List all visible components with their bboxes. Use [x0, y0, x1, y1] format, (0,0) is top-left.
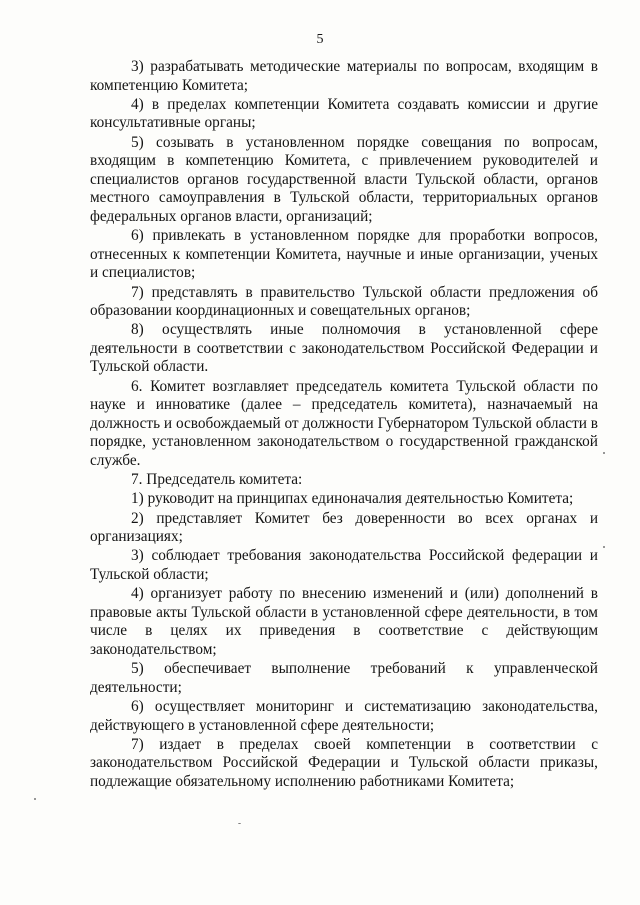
paragraph-item-7: 7) представлять в правительство Тульской области предложения об образовании координационных и совещательных органов;: [90, 283, 598, 320]
page-number: 5: [316, 32, 324, 47]
chair-duty-2: 2) представляет Комитет без доверенности во всех органах и организациях;: [90, 509, 598, 546]
chair-duty-7: 7) издает в пределах своей компетенции в соответствии с законодательством Российской Федерации и Тульской области приказы, подлежащие обязательному исполнению работниками Комитета;: [90, 735, 598, 790]
section-6-paragraph: 6. Комитет возглавляет председатель комитета Тульской области по науке и инноватике (далее – председатель комитета), назначаемый на должность и освобождаемый от должности Губернатором Тульской области в порядке, установленном законодательством о государственной гражданской службе.: [90, 377, 598, 470]
scan-speck: [603, 452, 605, 454]
chair-duty-5: 5) обеспечивает выполнение требований к управленческой деятельности;: [90, 660, 598, 696]
chair-duty-6: 6) осуществляет мониторинг и систематизацию законодательства, действующего в установленной сфере деятельности;: [90, 697, 598, 734]
section-7-heading: 7. Председатель комитета:: [131, 471, 303, 489]
paragraph-item-3: 3) разрабатывать методические материалы по вопросам, входящим в компетенцию Комитета;: [90, 58, 598, 94]
paragraph-item-4: 4) в пределах компетенции Комитета создавать комиссии и другие консультативные органы;: [90, 95, 598, 132]
chair-duty-3: 3) соблюдает требования законодательства Российской федерации и Тульской области;: [90, 547, 598, 583]
paragraph-item-8: 8) осуществлять иные полномочия в установленной сфере деятельности в соответствии с законодательством Российской Федерации и Тульской области.: [90, 321, 598, 376]
paragraph-item-6: 6) привлекать в установленном порядке для проработки вопросов, отнесенных к компетенции Комитета, научные и иные организации, ученых и специалистов;: [90, 227, 598, 282]
scan-speck: [34, 798, 36, 800]
chair-duty-1: 1) руководит на принципах единоначалия деятельностью Комитета;: [131, 490, 574, 508]
scan-speck: [238, 823, 241, 824]
paragraph-item-5: 5) созывать в установленном порядке совещания по вопросам, входящим в компетенцию Комитета, с привлечением руководителей и специалистов органов государственной власти Тульской области, органов местного самоуправления в Тульской области, территориальных органов федеральных органов власти, организаций;: [90, 133, 598, 225]
body-text: [90, 58, 598, 791]
scan-speck: [603, 546, 605, 548]
chair-duty-4: 4) организует работу по внесению изменений и (или) дополнений в правовые акты Тульской области в установленной сфере деятельности, в том числе в целях их приведения в соответствие с действующим законодательством;: [90, 585, 598, 658]
